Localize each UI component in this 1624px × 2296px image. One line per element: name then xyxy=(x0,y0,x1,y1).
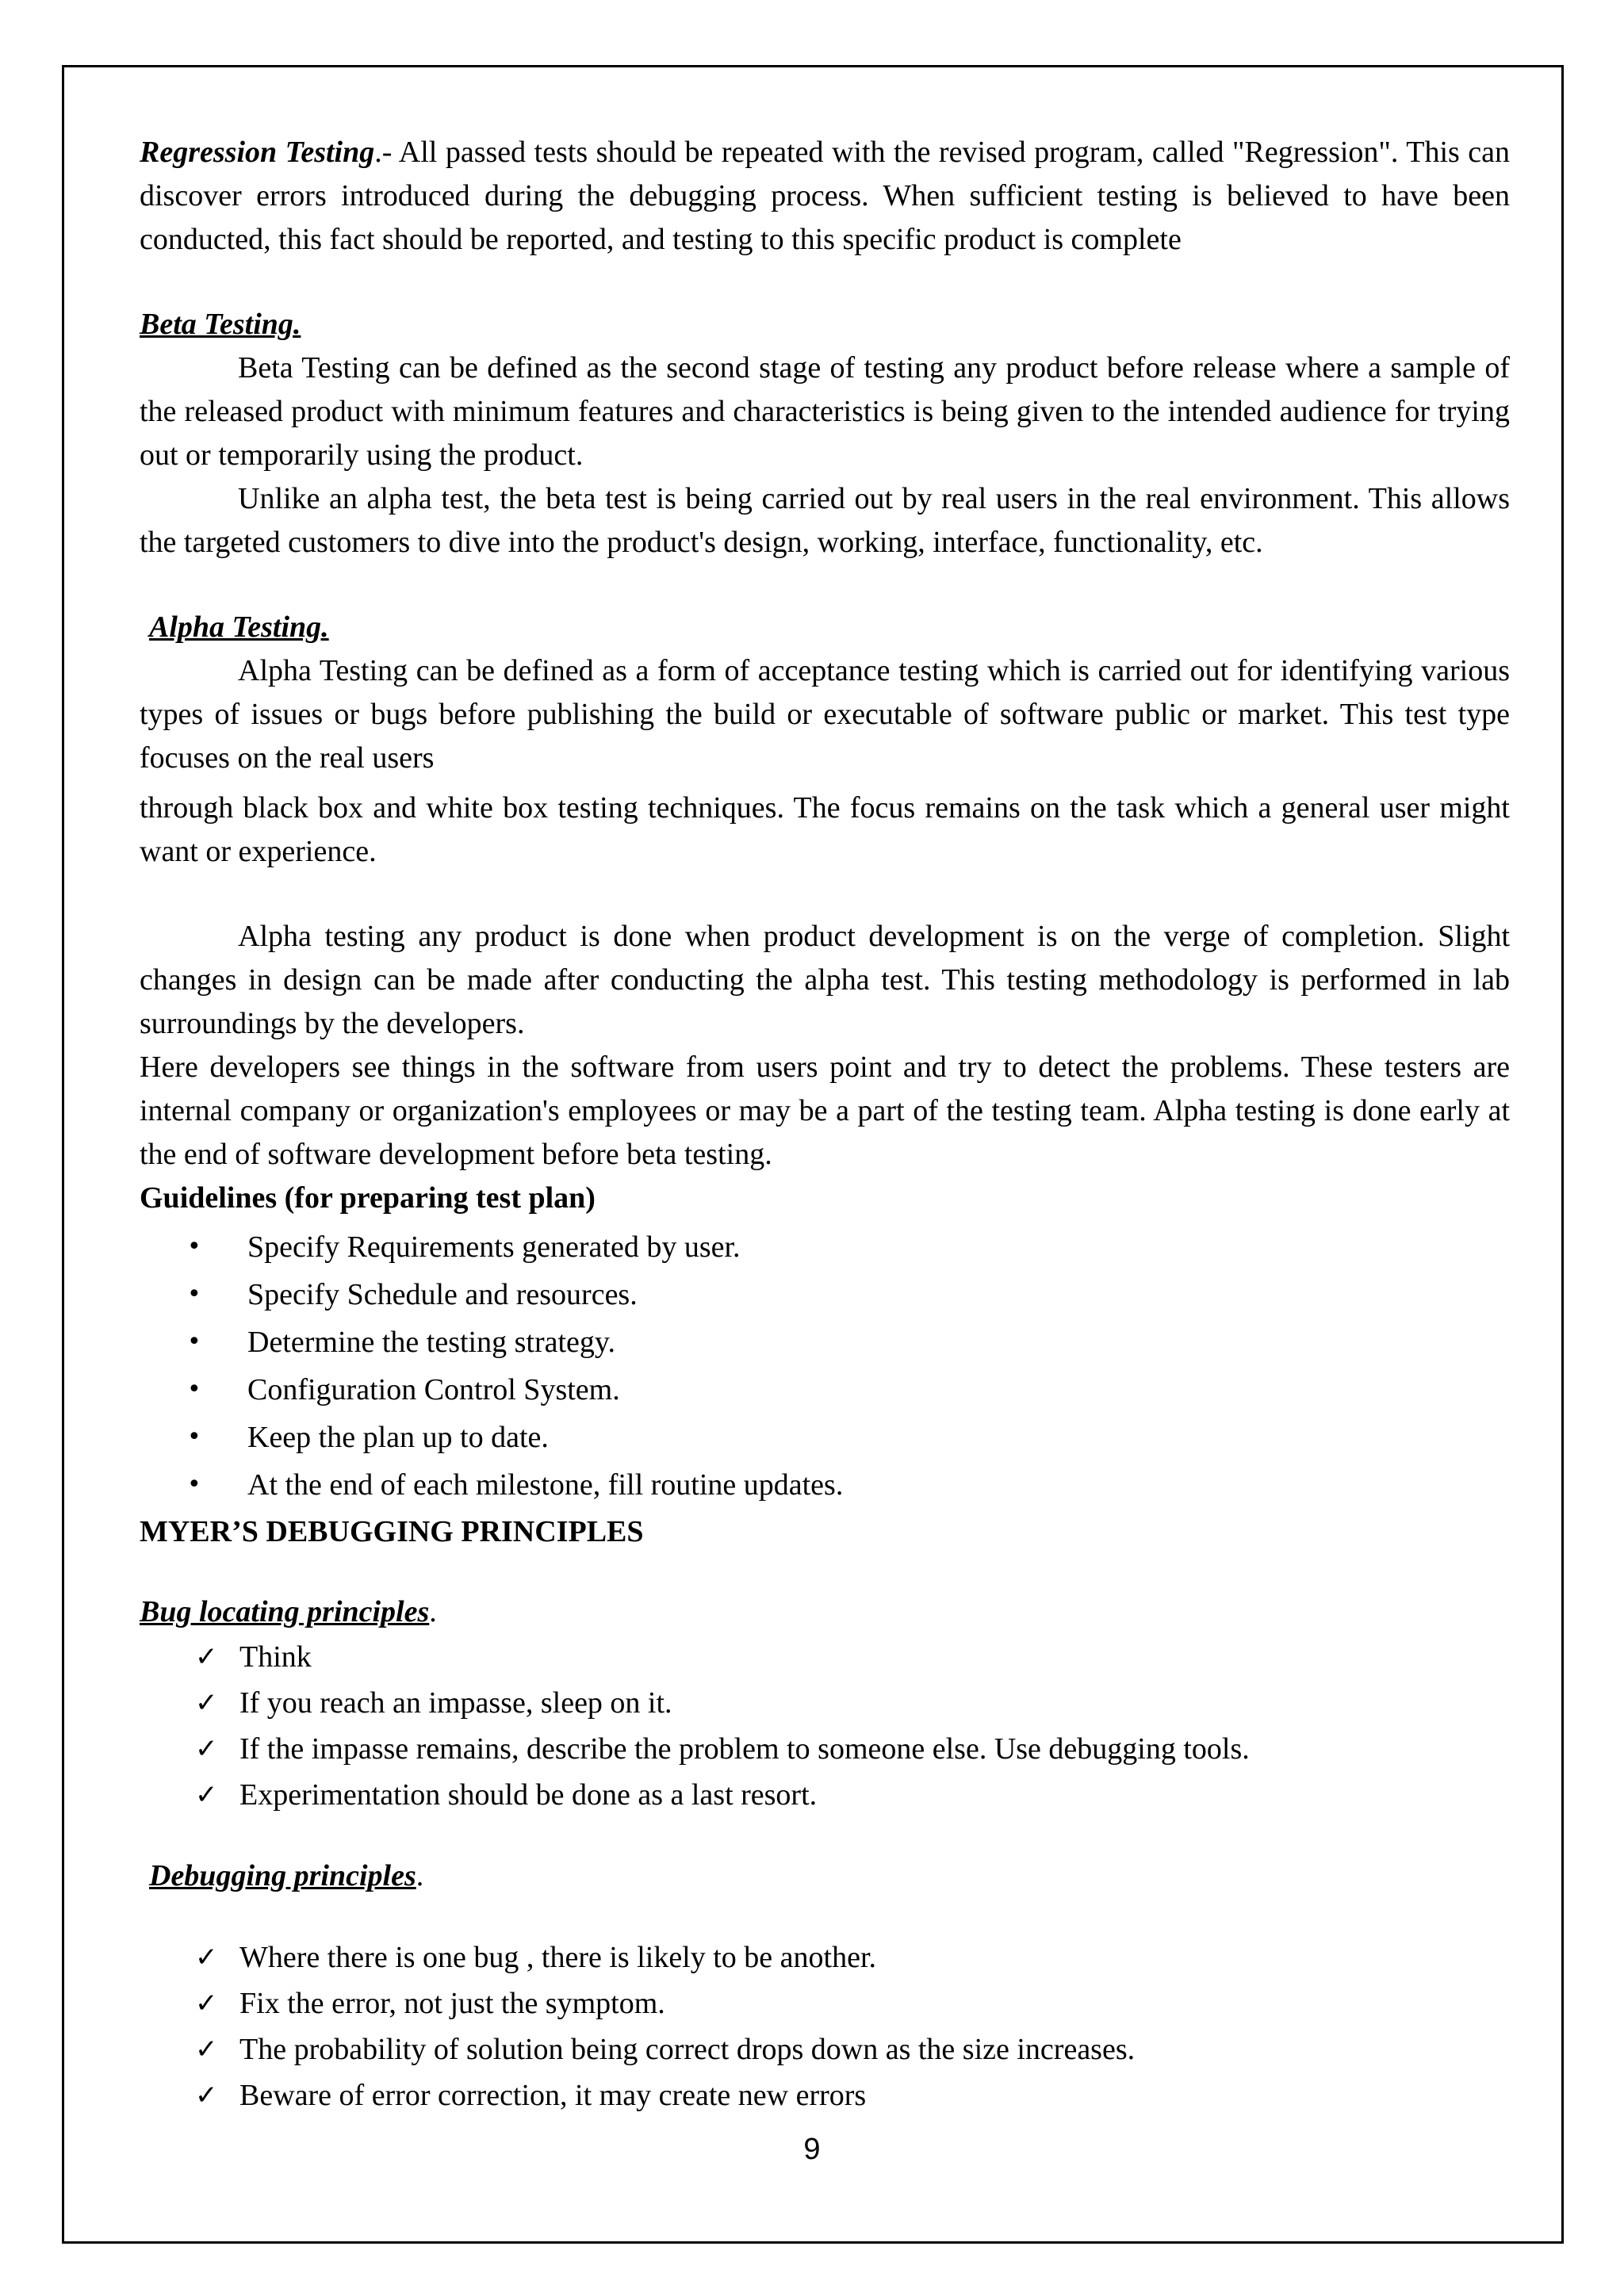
debugging-heading-line: Debugging principles. xyxy=(149,1859,424,1892)
alpha-paragraph-4: Here developers see things in the software from users point and try to detect the problems. These testers are internal company or organization's employees or may be a part of the testing team. Alpha testing is done early at the end of software development before beta testing. xyxy=(140,1050,1510,1171)
checkmark-icon: ✓ xyxy=(195,1641,218,1673)
regression-heading: Regression Testing xyxy=(140,136,375,169)
beta-heading: Beta Testing. xyxy=(140,308,301,341)
list-item: ✓ Beware of error correction, it may create new errors xyxy=(140,2072,1510,2118)
checkmark-icon: ✓ xyxy=(195,1687,218,1719)
list-item: ✓ Where there is one bug , there is likely to be another. xyxy=(140,1934,1510,1980)
bug-locating-heading-line: Bug locating principles. xyxy=(140,1595,437,1628)
bullet-icon: • xyxy=(187,1328,201,1356)
list-item: ✓ The probability of solution being correct drops down as the size increases. xyxy=(140,2026,1510,2072)
checkmark-icon: ✓ xyxy=(195,1779,218,1811)
checkmark-icon: ✓ xyxy=(195,1988,218,2019)
list-item: • Determine the testing strategy. xyxy=(140,1318,1510,1366)
list-item: • Keep the plan up to date. xyxy=(140,1414,1510,1461)
alpha-paragraph-2: through black box and white box testing techniques. The focus remains on the task which a general user might want or experience. xyxy=(140,791,1510,868)
regression-text: .- All passed tests should be repeated with the revised program, called "Regression". This can discover errors introduced during the debugging process. When sufficient testing is believed to have been conducted, this fact should be reported, and testing to this specific product is complete xyxy=(140,136,1510,256)
document-body xyxy=(140,131,1510,2118)
bullet-icon: • xyxy=(187,1423,201,1451)
bullet-icon: • xyxy=(187,1471,201,1498)
list-item: • At the end of each milestone, fill routine updates. xyxy=(140,1461,1510,1509)
guidelines-list xyxy=(140,1223,1510,1509)
checkmark-icon: ✓ xyxy=(195,2080,218,2111)
list-item: ✓ Think xyxy=(140,1634,1510,1680)
checkmark-icon: ✓ xyxy=(195,2034,218,2065)
bullet-icon: • xyxy=(187,1376,201,1403)
debugging-list xyxy=(140,1934,1510,2118)
page-number: 9 xyxy=(803,2133,821,2166)
debugging-heading: Debugging principles xyxy=(149,1859,416,1892)
list-item: ✓ If you reach an impasse, sleep on it. xyxy=(140,1680,1510,1726)
beta-paragraph-1: Beta Testing can be defined as the second stage of testing any product before release where a sample of the released product with minimum features and characteristics is being given to the intended audience for trying out or temporarily using the product. xyxy=(140,351,1510,472)
checkmark-icon: ✓ xyxy=(195,1733,218,1765)
alpha-heading: Alpha Testing. xyxy=(149,610,329,644)
guidelines-heading: Guidelines (for preparing test plan) xyxy=(140,1181,596,1215)
list-item: ✓ Experimentation should be done as a last resort. xyxy=(140,1772,1510,1818)
bug-locating-heading: Bug locating principles xyxy=(140,1595,430,1628)
beta-paragraph-2: Unlike an alpha test, the beta test is being carried out by real users in the real environment. This allows the targeted customers to dive into the product's design, working, interface, functionality, etc. xyxy=(140,482,1510,559)
alpha-paragraph-3: Alpha testing any product is done when product development is on the verge of completion. Slight changes in design can be made after conducting the alpha test. This testing methodology is performed in lab surroundings by the developers. xyxy=(140,920,1510,1040)
myers-heading: MYER’S DEBUGGING PRINCIPLES xyxy=(140,1515,644,1548)
list-item: • Configuration Control System. xyxy=(140,1366,1510,1414)
list-item: • Specify Schedule and resources. xyxy=(140,1271,1510,1318)
list-item: ✓ Fix the error, not just the symptom. xyxy=(140,1980,1510,2026)
bullet-icon: • xyxy=(187,1233,201,1261)
regression-paragraph xyxy=(140,131,1510,262)
checkmark-icon: ✓ xyxy=(195,1942,218,1973)
list-item: ✓ If the impasse remains, describe the problem to someone else. Use debugging tools. xyxy=(140,1726,1510,1772)
alpha-paragraph-1: Alpha Testing can be defined as a form of acceptance testing which is carried out for identifying various types of issues or bugs before publishing the build or executable of software public or market. This test type focuses on the real users xyxy=(140,654,1510,775)
list-item: • Specify Requirements generated by user. xyxy=(140,1223,1510,1271)
bullet-icon: • xyxy=(187,1280,201,1308)
bug-locating-list xyxy=(140,1634,1510,1818)
